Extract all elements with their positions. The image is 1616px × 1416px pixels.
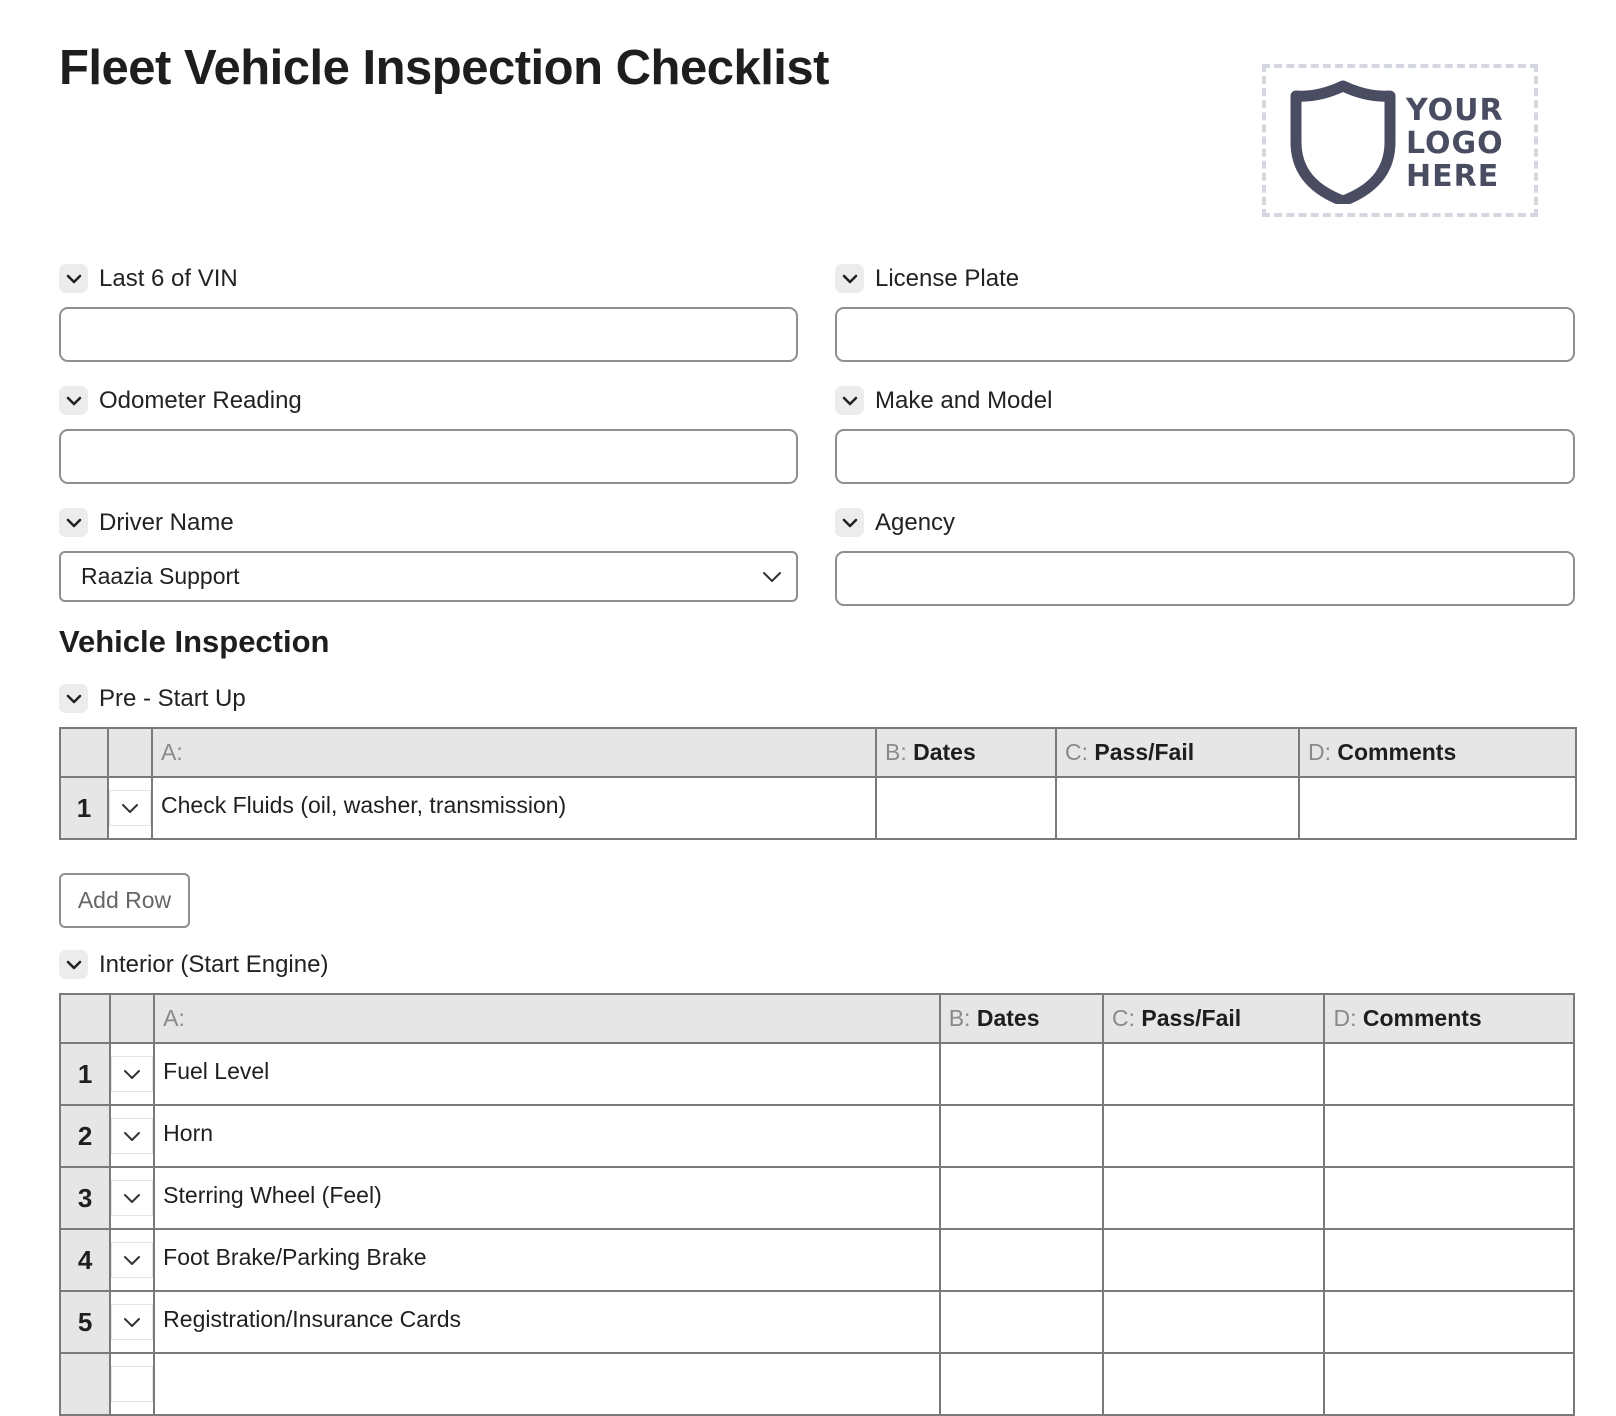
driver-select-value: Raazia Support [81, 563, 240, 589]
chevron-down-icon[interactable] [59, 508, 88, 537]
dates-cell[interactable] [940, 1043, 1103, 1105]
dates-cell[interactable] [940, 1353, 1103, 1415]
table-header-row [60, 994, 1574, 1043]
row-number: 2 [60, 1105, 110, 1167]
column-header-d[interactable]: D: Comments [1324, 994, 1574, 1043]
chevron-down-icon[interactable] [59, 386, 88, 415]
pass-fail-cell[interactable] [1103, 1353, 1324, 1415]
logo-placeholder [1262, 64, 1538, 217]
field-label-driver [59, 508, 234, 537]
logo-line: HERE [1406, 159, 1500, 194]
pre-start-label: Pre - Start Up [99, 684, 246, 712]
item-cell[interactable]: Registration/Insurance Cards [154, 1291, 940, 1353]
field-label-odometer [59, 386, 302, 415]
table-row [60, 777, 1576, 839]
row-dropdown[interactable] [108, 777, 152, 839]
vin-label: Last 6 of VIN [99, 264, 238, 292]
row-dropdown[interactable] [110, 1353, 154, 1415]
row-number: 1 [60, 1043, 110, 1105]
dates-cell[interactable] [940, 1167, 1103, 1229]
row-number: 5 [60, 1291, 110, 1353]
driver-select[interactable] [59, 551, 798, 602]
table-row [60, 1105, 1574, 1167]
column-header-d[interactable]: D: Comments [1299, 728, 1576, 777]
column-header-c[interactable]: C: Pass/Fail [1103, 994, 1324, 1043]
table-row [60, 1353, 1574, 1415]
agency-input[interactable] [835, 551, 1575, 606]
add-row-button[interactable]: Add Row [59, 873, 190, 928]
field-label-vin [59, 264, 238, 293]
column-header-a[interactable]: A: [152, 728, 876, 777]
dates-cell[interactable] [940, 1105, 1103, 1167]
chevron-down-icon [121, 803, 139, 814]
chevron-down-icon [762, 571, 782, 583]
page-title: Fleet Vehicle Inspection Checklist [59, 41, 829, 95]
row-number: 1 [60, 777, 108, 839]
chevron-down-icon [123, 1069, 141, 1080]
header-cell [110, 994, 154, 1043]
chevron-down-icon[interactable] [59, 264, 88, 293]
row-dropdown[interactable] [110, 1043, 154, 1105]
field-label-agency [835, 508, 955, 537]
comments-cell[interactable] [1299, 777, 1576, 839]
item-cell[interactable]: Horn [154, 1105, 940, 1167]
logo-line: LOGO [1406, 126, 1504, 161]
pre-start-table [59, 727, 1577, 840]
table-label-pre-start [59, 684, 246, 713]
odometer-label: Odometer Reading [99, 386, 302, 414]
header-cell [60, 994, 110, 1043]
table-row [60, 1167, 1574, 1229]
pass-fail-cell[interactable] [1103, 1105, 1324, 1167]
pass-fail-cell[interactable] [1103, 1229, 1324, 1291]
plate-input[interactable] [835, 307, 1575, 362]
field-label-plate [835, 264, 1019, 293]
make-model-input[interactable] [835, 429, 1575, 484]
row-number: 4 [60, 1229, 110, 1291]
chevron-down-icon [123, 1193, 141, 1204]
row-number [60, 1353, 110, 1415]
table-row [60, 1229, 1574, 1291]
odometer-input[interactable] [59, 429, 798, 484]
row-dropdown[interactable] [110, 1167, 154, 1229]
chevron-down-icon[interactable] [59, 684, 88, 713]
item-cell[interactable]: Sterring Wheel (Feel) [154, 1167, 940, 1229]
comments-cell[interactable] [1324, 1105, 1574, 1167]
item-cell[interactable]: Check Fluids (oil, washer, transmission) [152, 777, 876, 839]
row-dropdown[interactable] [110, 1229, 154, 1291]
section-title: Vehicle Inspection [59, 624, 330, 659]
item-cell[interactable] [154, 1353, 940, 1415]
chevron-down-icon[interactable] [835, 508, 864, 537]
pass-fail-cell[interactable] [1103, 1167, 1324, 1229]
item-cell[interactable]: Fuel Level [154, 1043, 940, 1105]
column-header-b[interactable]: B: Dates [876, 728, 1056, 777]
row-number: 3 [60, 1167, 110, 1229]
plate-label: License Plate [875, 264, 1020, 292]
comments-cell[interactable] [1324, 1291, 1574, 1353]
vin-input[interactable] [59, 307, 798, 362]
dates-cell[interactable] [876, 777, 1056, 839]
column-header-c[interactable]: C: Pass/Fail [1056, 728, 1299, 777]
pass-fail-cell[interactable] [1103, 1291, 1324, 1353]
pass-fail-cell[interactable] [1056, 777, 1299, 839]
interior-table [59, 993, 1575, 1416]
comments-cell[interactable] [1324, 1353, 1574, 1415]
column-header-a[interactable]: A: [154, 994, 940, 1043]
chevron-down-icon [123, 1317, 141, 1328]
row-dropdown[interactable] [110, 1105, 154, 1167]
dates-cell[interactable] [940, 1229, 1103, 1291]
agency-label: Agency [875, 508, 956, 536]
chevron-down-icon[interactable] [835, 386, 864, 415]
header-cell [60, 728, 108, 777]
chevron-down-icon[interactable] [835, 264, 864, 293]
table-header-row [60, 728, 1576, 777]
comments-cell[interactable] [1324, 1229, 1574, 1291]
table-label-interior [59, 950, 328, 979]
header-cell [108, 728, 152, 777]
make-model-label: Make and Model [875, 386, 1053, 414]
chevron-down-icon [123, 1255, 141, 1266]
table-row [60, 1043, 1574, 1105]
driver-label: Driver Name [99, 508, 234, 536]
chevron-down-icon[interactable] [59, 950, 88, 979]
chevron-down-icon [123, 1131, 141, 1142]
logo-text [1406, 94, 1504, 193]
pass-fail-cell[interactable] [1103, 1043, 1324, 1105]
logo-line: YOUR [1406, 93, 1504, 128]
row-dropdown[interactable] [110, 1291, 154, 1353]
column-header-b[interactable]: B: Dates [940, 994, 1103, 1043]
dates-cell[interactable] [940, 1291, 1103, 1353]
comments-cell[interactable] [1324, 1167, 1574, 1229]
item-cell[interactable]: Foot Brake/Parking Brake [154, 1229, 940, 1291]
table-row [60, 1291, 1574, 1353]
interior-label: Interior (Start Engine) [99, 950, 329, 978]
comments-cell[interactable] [1324, 1043, 1574, 1105]
shield-icon [1290, 80, 1396, 204]
field-label-make-model [835, 386, 1052, 415]
